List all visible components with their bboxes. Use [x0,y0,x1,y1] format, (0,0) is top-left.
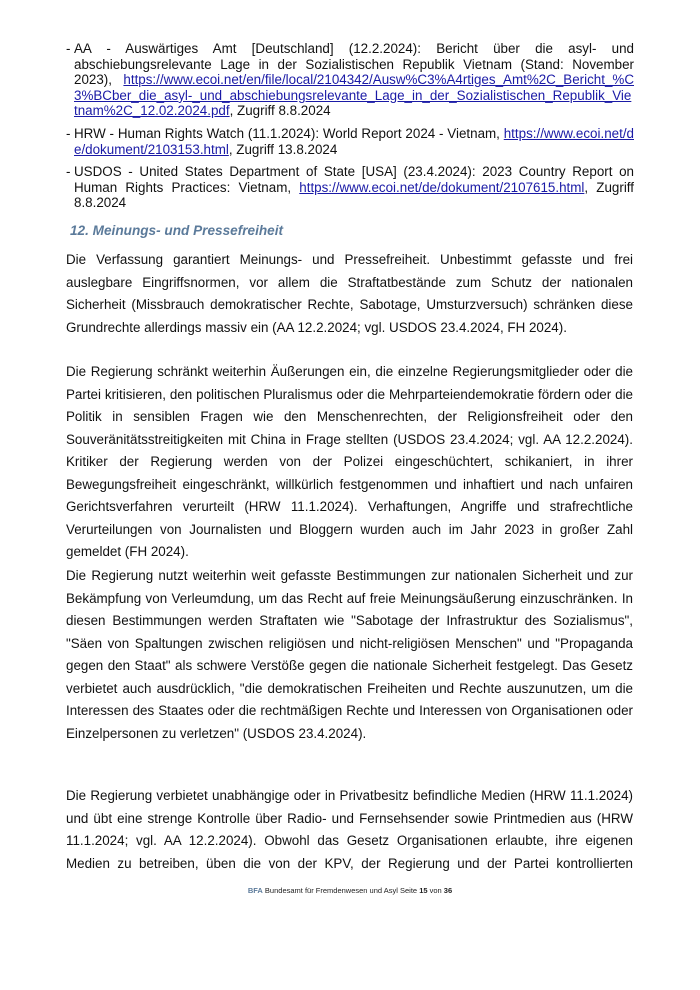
reference-link[interactable]: https://www.ecoi.net/de/dokument/2107615.html [299,179,585,195]
access-date: , Zugriff 13.8.2024 [228,141,338,157]
footer-org: Bundesamt für Fremdenwesen und Asyl Seite [262,886,420,895]
paragraph: Die Verfassung garantiert Meinungs- und Pressefreiheit. Unbestimmt gefasste und frei auslegbare Eingriffsnormen, vor allem die Straftatbestände zum Schutz der nationalen Sicherheit (Missbrauch demokratischer Rechte, Sabotage, Umsturzversuch) schränken diese Grundrechte allerdings massiv ein (AA 12.2.2024; vgl. USDOS 23.4.2024, FH 2024). [66,252,633,335]
reference-link[interactable]: https://www.ecoi.net/en/file/local/2104342/Ausw%C3%A4rtiges_Amt%2C_Bericht_%C3%BCber_die_asyl-_und_abschiebungsrelevante_Lage_in_der_Sozialistischen_Republik_Vietnam%2C_12.02.2024.pdf [74,72,634,119]
reference-item [66,164,634,211]
page-footer [0,886,700,895]
access-date: , Zugriff 8.8.2024 [229,103,331,119]
paragraph: Die Regierung schränkt weiterhin Äußerungen ein, die einzelne Regierungsmitglieder oder die Partei kritisieren, den politischen Pluralismus oder die Mehrparteiendemokratie fördern oder die Politik in sensiblen Fragen wie den Menschenrechten, der Religionsfreiheit oder den Souveränitätsstreitigkeiten mit China in Frage stellten (USDOS 23.4.2024; vgl. AA 12.2.2024). Kritiker der Regierung werden von der Polizei eingeschüchtert, schikaniert, in ihrer Bewegungsfreiheit eingeschränkt, willkürlich festgenommen und inhaftiert und nach unfairen Gerichtsverfahren verurteilt (HRW 11.1.2024). Verhaftungen, Angriffe und strafrechtliche Verurteilungen von Journalisten und Bloggern wurden auch im Jahr 2023 in großer Zahl gemeldet (FH 2024). [66,364,633,559]
page-number: 15 [419,886,428,895]
reference-text: USDOS - United States Department of State [USA] (23.4.2024): 2023 Country Report on Human Rights Practices: Vietnam, [74,164,634,195]
reference-link[interactable]: https://www.ecoi.net/de/dokument/2103153.html [74,125,634,157]
paragraph: Die Regierung verbietet unabhängige oder in Privatbesitz befindliche Medien (HRW 11.1.2024) und übt eine strenge Kontrolle über Radio- und Fernsehsender sowie Printmedien aus (HRW 11.1.2024; vgl. AA 12.2.2024). Obwohl das Gesetz Organisationen erlaubte, ihre eigenen Medien zu betreiben, üben die von der KPV, der Regierung und der Partei kontrollierten [66,788,633,871]
bfa-logo-text: BFA [247,886,263,895]
section-heading: 12. Meinungs- und Pressefreiheit [70,223,284,238]
reference-text: AA - Auswärtiges Amt [Deutschland] (12.2.2024): Bericht über die asyl- und abschiebungsrelevante Lage in der Sozialistischen Republik Vietnam (Stand: November 2023), [74,41,634,88]
reference-list [66,41,634,218]
access-date: , Zugriff 8.8.2024 [74,179,634,211]
page-total: 36 [443,886,453,895]
paragraph: Die Regierung nutzt weiterhin weit gefasste Bestimmungen zur nationalen Sicherheit und zur Bekämpfung von Verleumdung, um das Recht auf freie Meinungsäußerung einzuschränken. In diesen Bestimmungen werden Straftaten wie "Sabotage der Infrastruktur des Sozialismus", "Säen von Spaltungen zwischen religiösen und nicht-religiösen Menschen" und "Propaganda gegen den Staat" als schwere Verstöße gegen die nationale Sicherheit festgelegt. Das Gesetz verbietet auch ausdrücklich, "die demokratischen Freiheiten und Rechte auszunutzen, um die Interessen des Staates oder die rechtmäßigen Rechte und Interessen von Organisationen oder Einzelpersonen zu verletzen" (USDOS 23.4.2024). [66,568,633,741]
reference-item [66,126,634,157]
reference-text: HRW - Human Rights Watch (11.1.2024): World Report 2024 - Vietnam, [74,125,504,141]
footer-of: von [427,886,444,895]
reference-item [66,41,634,119]
